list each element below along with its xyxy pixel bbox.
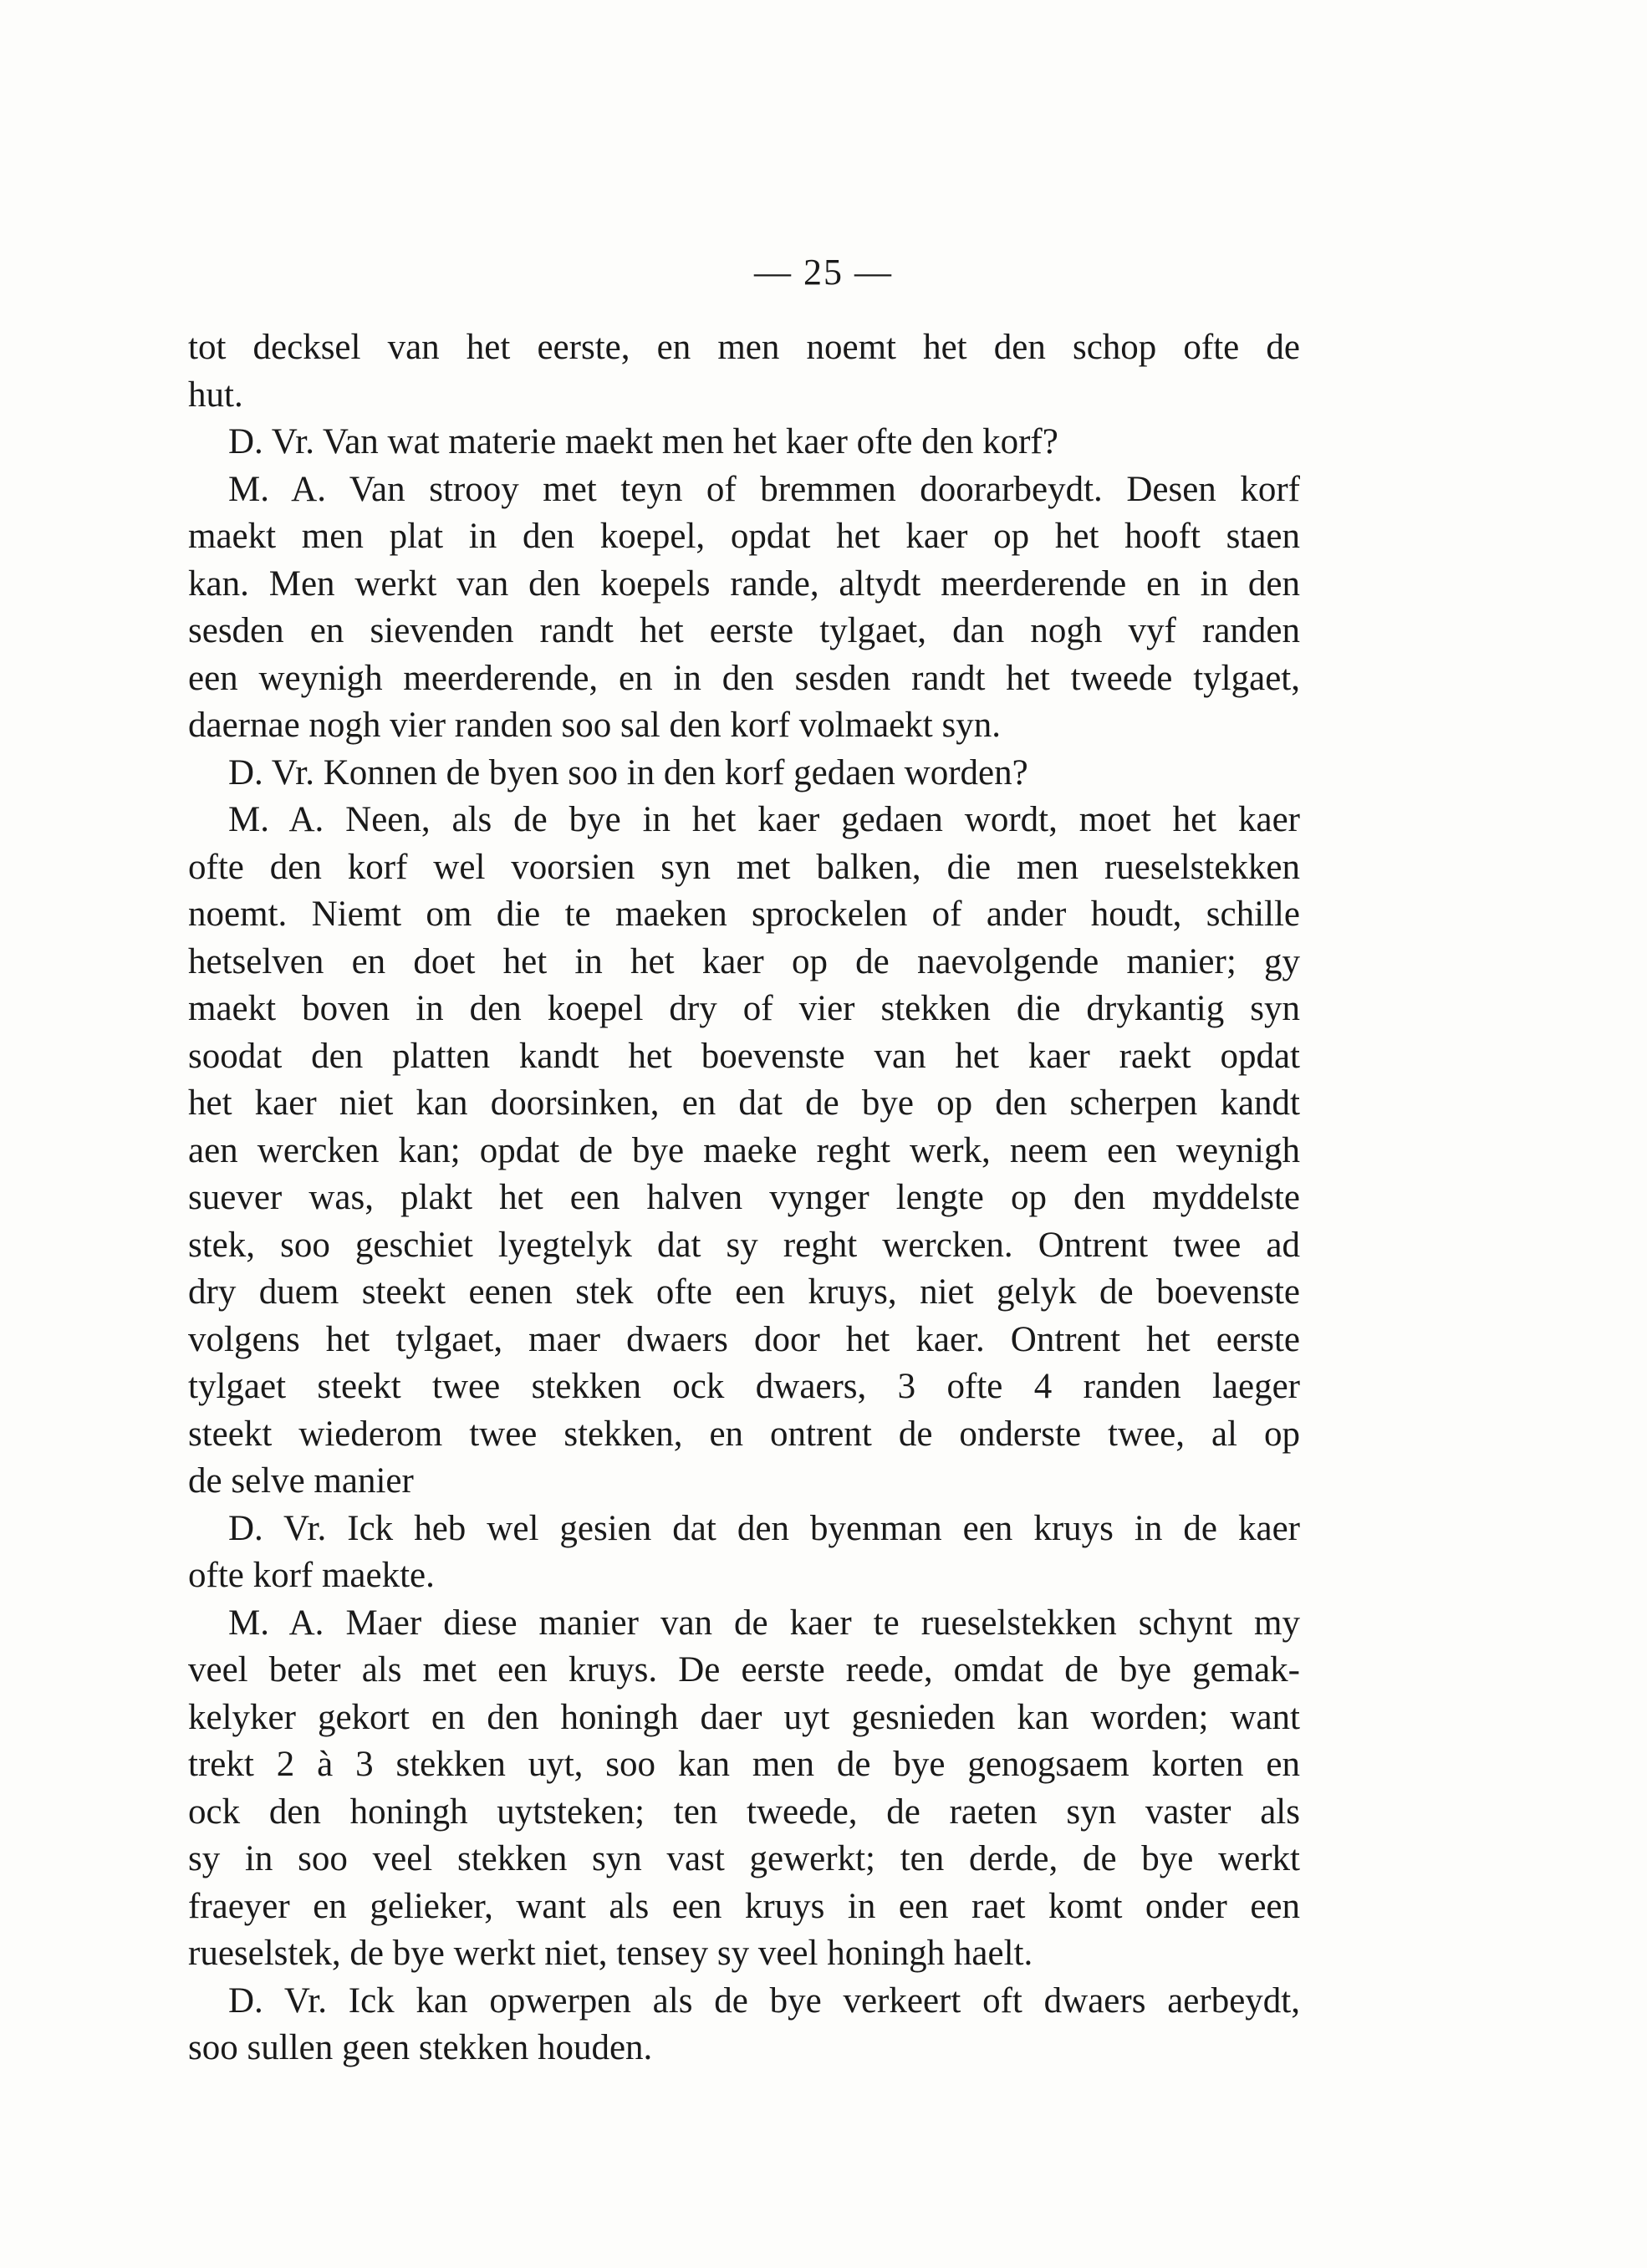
text-line: ofte korf maekte. [188,1556,435,1595]
text-line: M. A. Van strooy met teyn of bremmen doorarbeydt. Desen korf [228,469,1300,509]
text-line: aen wercken kan; opdat de bye maeke reght werk, neem een weynigh [188,1130,1300,1170]
text-line: tylgaet steekt twee stekken ock dwaers, 3 ofte 4 randen laeger [188,1367,1300,1406]
text-line: fraeyer en gelieker, want als een kruys in een raet komt onder een [188,1886,1300,1926]
text-line: kan. Men werkt van den koepels rande, altydt meerderende en in den [188,563,1300,604]
text-line: het kaer niet kan doorsinken, en dat de bye op den scherpen kandt [188,1083,1300,1123]
text-line: maekt men plat in den koepel, opdat het kaer op het hooft staen [188,517,1300,556]
text-line: de selve manier [188,1461,414,1501]
text-line: M. A. Maer diese manier van de kaer te rueselstekken schynt my [228,1603,1300,1643]
text-line: daernae nogh vier randen soo sal den korf volmaekt syn. [188,706,1001,745]
text-line: M. A. Neen, als de bye in het kaer gedaen wordt, moet het kaer [228,800,1300,839]
page-number: — 25 — [754,252,893,293]
text-line: sesden en sievenden randt het eerste tylgaet, dan nogh vyf randen [188,611,1300,650]
text-line: soodat den platten kandt het boevenste van het kaer raekt opdat [188,1036,1300,1076]
text-line: stek, soo geschiet lyegtelyk dat sy reght wercken. Ontrent twee ad [188,1225,1300,1265]
text-line: kelyker gekort en den honingh daer uyt gesnieden kan worden; want [188,1697,1300,1737]
text-line: rueselstek, de bye werkt niet, tensey sy veel honingh haelt. [188,1934,1033,1973]
text-line: hut. [188,375,243,415]
text-line: suever was, plakt het een halven vynger lengte op den myddelste [188,1178,1300,1217]
text-line: soo sullen geen stekken houden. [188,2028,653,2067]
text-line: ock den honingh uytsteken; ten tweede, de raeten syn vaster als [188,1791,1300,1832]
text-line: tot decksel van het eerste, en men noemt het den schop ofte de [188,328,1300,367]
text-line: noemt. Niemt om die te maeken sprockelen of ander houdt, schille [188,894,1300,934]
text-line: steekt wiederom twee stekken, en ontrent de onderste twee, al op [188,1414,1300,1454]
text-line: sy in soo veel stekken syn vast gewerkt; ten derde, de bye werkt [188,1839,1300,1878]
text-line: veel beter als met een kruys. De eerste reede, omdat de bye gemak- [188,1650,1300,1690]
text-line: maekt boven in den koepel dry of vier stekken die drykantig syn [188,989,1300,1028]
text-line: D. Vr. Van wat materie maekt men het kaer ofte den korf? [228,422,1058,461]
text-line: D. Vr. Ick heb wel gesien dat den byenman een kruys in de kaer [228,1508,1300,1548]
text-line: volgens het tylgaet, maer dwaers door het kaer. Ontrent het eerste [188,1319,1300,1359]
text-line: ofte den korf wel voorsien syn met balken, die men rueselstekken [188,847,1300,887]
text-line: een weynigh meerderende, en in den sesden randt het tweede tylgaet, [188,658,1300,698]
text-line: dry duem steekt eenen stek ofte een kruys, niet gelyk de boevenste [188,1272,1300,1312]
text-line: trekt 2 à 3 stekken uyt, soo kan men de bye genogsaem korten en [188,1745,1300,1784]
text-line: D. Vr. Konnen de byen soo in den korf gedaen worden? [228,752,1028,793]
body-text [188,324,1300,2072]
text-line: hetselven en doet het in het kaer op de naevolgende manier; gy [188,941,1300,981]
text-line: D. Vr. Ick kan opwerpen als de bye verkeert oft dwaers aerbeydt, [228,1980,1300,2021]
